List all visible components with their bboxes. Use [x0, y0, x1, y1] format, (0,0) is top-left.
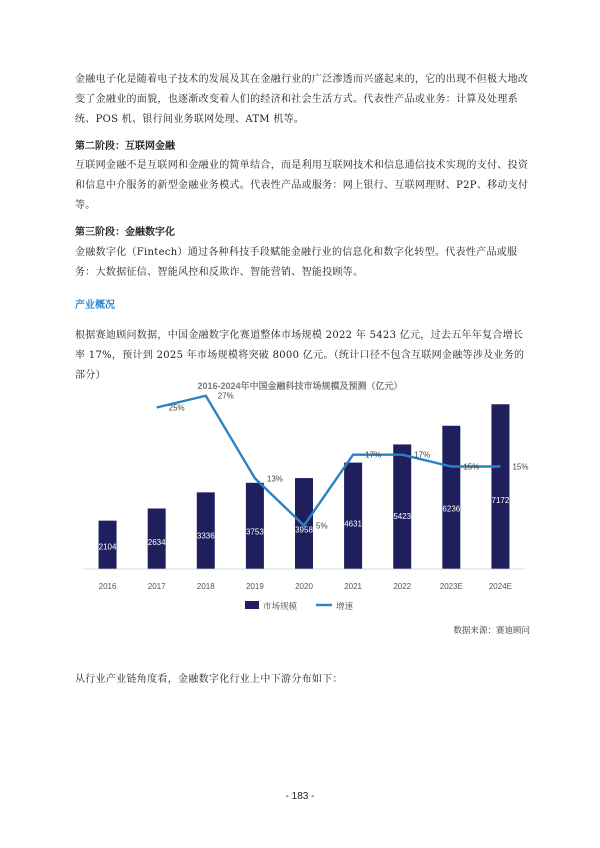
page-number: - 183 -	[285, 791, 315, 802]
stage3-heading: 第三阶段：金融数字化	[75, 227, 175, 238]
x-tick-2020: 2020	[295, 582, 313, 591]
x-tick-2017: 2017	[147, 582, 166, 591]
bar-2024E	[491, 404, 509, 569]
x-tick-2019: 2019	[245, 582, 264, 591]
x-tick-2022: 2022	[393, 582, 412, 591]
growth-label-2018: 27%	[217, 391, 234, 401]
stage3-paragraph: 金融数字化（Fintech）通过各种科技手段赋能金融行业的信息化和数字化转型。代表性产品或服务：大数据征信、智能风控和反欺诈、智能营销、智能投顾等。	[75, 247, 518, 278]
section-title: 产业概况	[75, 300, 115, 311]
growth-label-2019: 13%	[266, 474, 283, 484]
bar-value-2020: 3958	[295, 525, 313, 535]
bar-value-2018: 3336	[196, 531, 215, 541]
x-tick-2021: 2021	[344, 582, 363, 591]
intro-paragraph: 金融电子化是随着电子技术的发展及其在金融行业的广泛渗透而兴盛起来的，它的出现不但极大地改变了金融业的面貌，也逐渐改变着人们的经济和社会生活方式。代表性产品或业务：计算及处理系统、POS 机、银行间业务联网处理、ATM 机等。	[75, 74, 529, 125]
x-tick-2023E: 2023E	[439, 582, 463, 591]
chain-paragraph: 从行业产业链角度看，金融数字化行业上中下游分布如下：	[75, 674, 343, 685]
bar-2023E	[442, 426, 460, 569]
bar-value-2021: 4631	[344, 519, 363, 529]
bar-2021	[344, 463, 362, 569]
legend-bar-label: 市场规模	[263, 601, 298, 611]
bar-value-2024E: 7172	[491, 496, 510, 506]
growth-label-2021: 17%	[365, 450, 382, 460]
growth-label-2017: 25%	[168, 403, 185, 413]
bar-value-2017: 2634	[147, 537, 166, 547]
growth-label-2022: 17%	[414, 450, 431, 460]
stage2-paragraph: 互联网金融不是互联网和金融业的简单结合，而是利用互联网技术和信息通信技术实现的支付、投资和信息中介服务的新型金融业务模式。代表性产品或服务：网上银行、互联网理财、P2P、移动支付等。	[75, 160, 529, 211]
stage2-heading: 第二阶段：互联网金融	[75, 141, 175, 152]
growth-label-2020: 5%	[316, 521, 328, 531]
bar-value-2023E: 6236	[442, 504, 461, 514]
data-source: 数据来源：赛迪顾问	[453, 626, 530, 636]
x-tick-2018: 2018	[196, 582, 215, 591]
bar-2022	[393, 444, 411, 569]
x-tick-2024E: 2024E	[488, 582, 513, 591]
market-chart	[0, 370, 600, 625]
legend-line-label: 增速	[336, 601, 354, 611]
bar-value-2016: 2104	[98, 542, 117, 552]
x-tick-2016: 2016	[98, 582, 117, 591]
chart-title: 2016-2024年中国金融科技市场规模及预测（亿元）	[197, 381, 403, 391]
market-paragraph: 根据赛迪顾问数据，中国金融数字化赛道整体市场规模 2022 年 5423 亿元，过去五年年复合增长率 17%，预计到 2025 年市场规模将突破 8000 亿元。（统计口径不包含互联网金融等涉及业务的部分）	[75, 330, 525, 381]
growth-label-2024E: 15%	[512, 462, 529, 472]
bar-2019	[246, 483, 264, 569]
legend-bar-swatch	[245, 601, 259, 609]
bar-value-2019: 3753	[245, 527, 264, 537]
bar-value-2022: 5423	[393, 512, 412, 522]
growth-label-2023E: 15%	[463, 462, 480, 472]
